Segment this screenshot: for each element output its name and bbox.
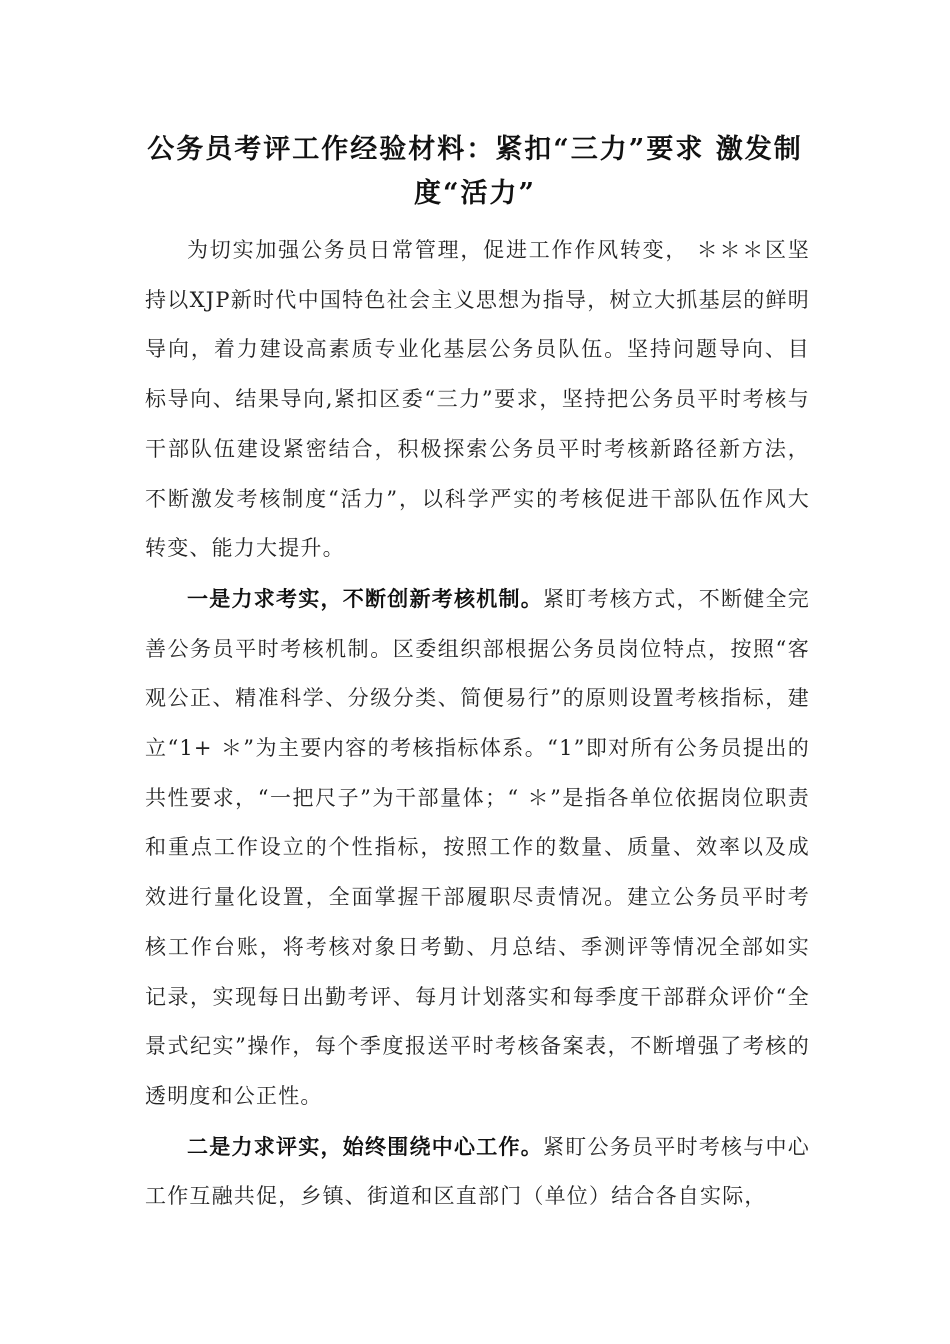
paragraph-section-2 — [145, 1122, 810, 1222]
paragraph-intro — [145, 226, 810, 574]
paragraph-text: 紧盯考核方式，不断健全完善公务员平时考核机制。区委组织部根据公务员岗位特点，按照“客观公正、精准科学、分级分类、简便易行”的原则设置考核指标，建立“1+ ＊”为主要内容的考核指标体系。“1”即对所有公务员提出的共性要求，“一把尺子”为干部量体；“ ＊”是指各单位依据岗位职责和重点工作设立的个性指标，按照工作的数量、质量、效率以及成效进行量化设置，全面掌握干部履职尽责情况。建立公务员平时考核工作台账，将考核对象日考勤、月总结、季测评等情况全部如实记录，实现每日出勤考评、每月计划落实和每季度干部群众评价“全景式纪实”操作，每个季度报送平时考核备案表，不断增强了考核的透明度和公正性。 — [145, 586, 810, 1108]
paragraph-text: 为切实加强公务员日常管理，促进工作作风转变， ＊＊＊区坚持以XJP新时代中国特色社会主义思想为指导，树立大抓基层的鲜明导向，着力建设高素质专业化基层公务员队伍。坚持问题导向、目标导向、结果导向,紧扣区委“三力”要求，坚持把公务员平时考核与干部队伍建设紧密结合，积极探索公务员平时考核新路径新方法，不断激发考核制度“活力”，以科学严实的考核促进干部队伍作风大转变、能力大提升。 — [145, 238, 810, 561]
document-body — [145, 226, 810, 1222]
paragraph-text: 紧盯公务员平时考核与中心工作互融共促，乡镇、街道和区直部门（单位）结合各自实际， — [145, 1134, 810, 1209]
paragraph-lead: 一是力求考实，不断创新考核机制。 — [187, 585, 544, 611]
paragraph-lead: 二是力求评实，始终围绕中心工作。 — [187, 1133, 544, 1159]
paragraph-section-1 — [145, 574, 810, 1122]
document-title: 公务员考评工作经验材料：紧扣“三力”要求 激发制度“活力” — [147, 134, 803, 209]
